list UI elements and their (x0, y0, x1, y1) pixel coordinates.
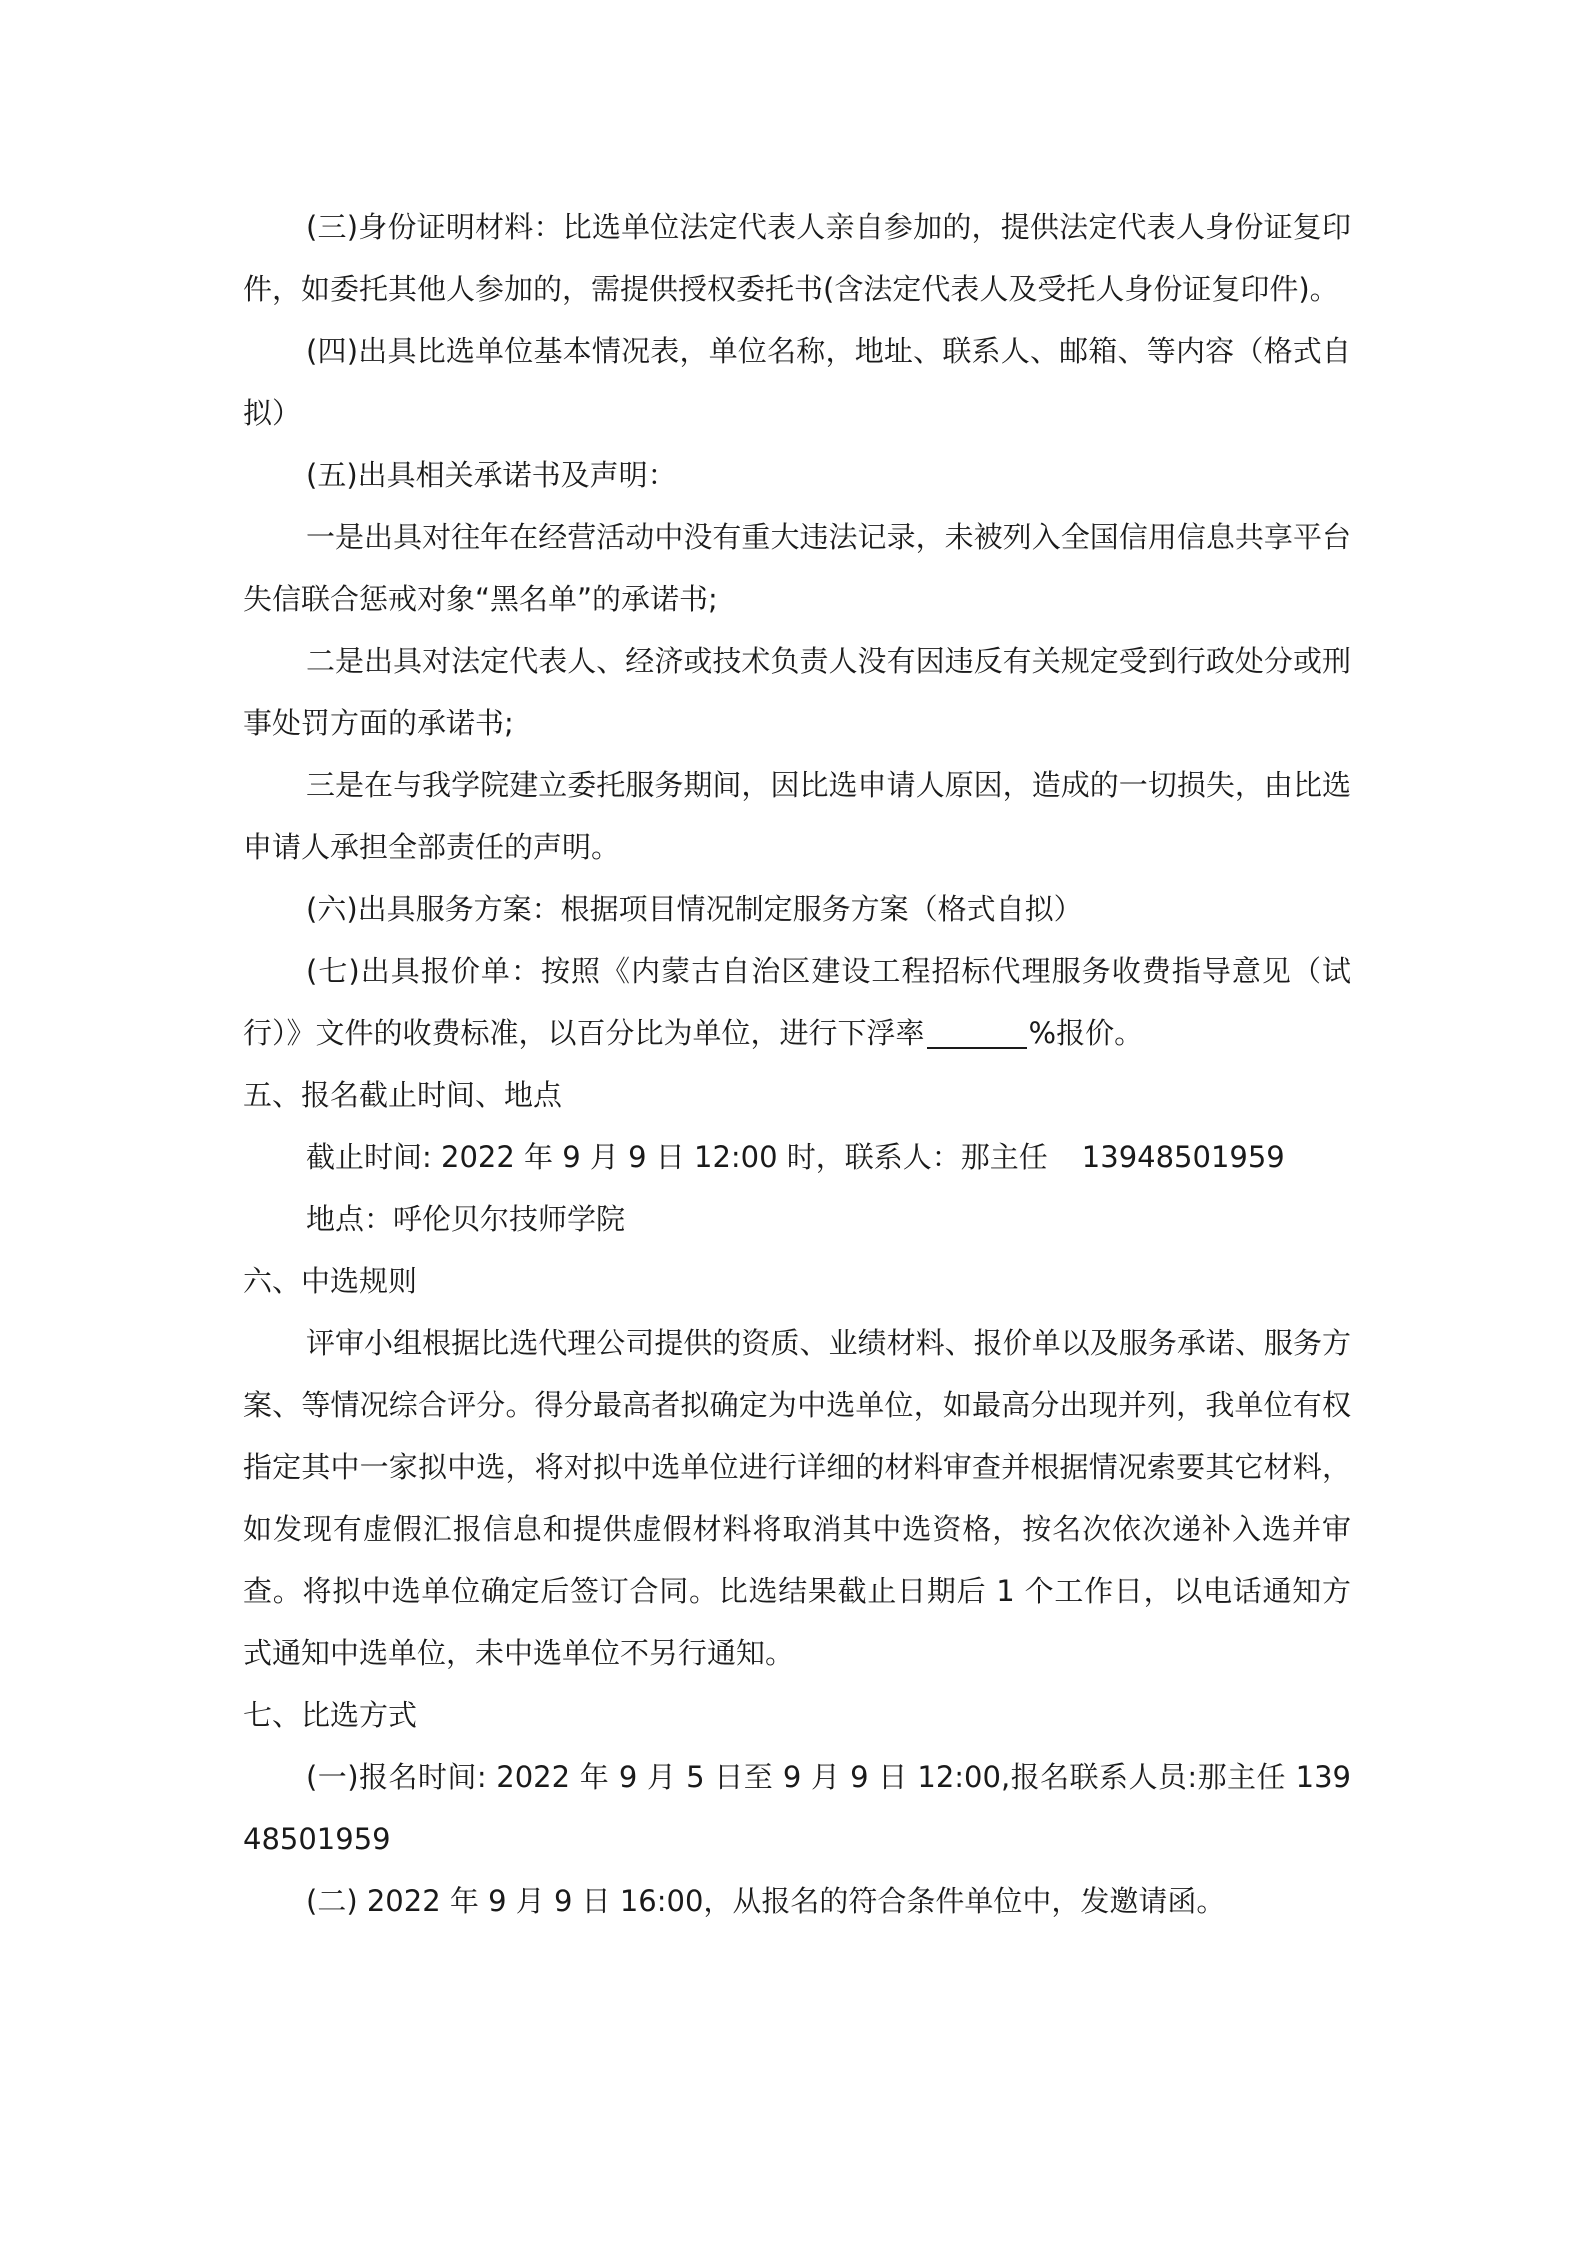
paragraph-commitment-one: 一是出具对往年在经营活动中没有重大违法记录，未被列入全国信用信息共享平台失信联合惩戒对象“黑名单”的承诺书; (243, 520, 1351, 616)
paragraph-commitment-two: 二是出具对法定代表人、经济或技术负责人没有因违反有关规定受到行政处分或刑事处罚方面的承诺书; (243, 644, 1351, 740)
discount-rate-blank (927, 1017, 1027, 1049)
paragraph-service-plan: (六)出具服务方案：根据项目情况制定服务方案（格式自拟） (306, 892, 1083, 926)
quotation-text: (七)出具报价单：按照《内蒙古自治区建设工程招标代理服务收费指导意见（试行）》文件的收费标准，以百分比为单位，进行下浮率 (243, 954, 1351, 1050)
paragraph-deadline (243, 1126, 1351, 1188)
paragraph-quotation (243, 940, 1351, 1064)
paragraph-registration-time: (一)报名时间: 2022 年 9 月 5 日至 9 月 9 日 12:00,报名联系人员:那主任 13948501959 (243, 1760, 1351, 1856)
paragraph-commitment-heading: (五)出具相关承诺书及声明： (306, 458, 677, 492)
contact-phone: 13948501959 (1081, 1140, 1285, 1174)
deadline-text: 截止时间: 2022 年 9 月 9 日 12:00 时，联系人：那主任 (306, 1140, 1048, 1174)
quotation-suffix: %报价。 (1028, 1016, 1144, 1050)
paragraph-commitment-three: 三是在与我学院建立委托服务期间，因比选申请人原因，造成的一切损失，由比选申请人承担全部责任的声明。 (243, 768, 1351, 864)
paragraph-basic-info-form: (四)出具比选单位基本情况表，单位名称，地址、联系人、邮箱、等内容（格式自拟） (243, 334, 1351, 430)
section-heading-deadline: 五、报名截止时间、地点 (243, 1078, 563, 1112)
section-heading-selection-rules: 六、中选规则 (243, 1264, 418, 1298)
paragraph-selection-rules: 评审小组根据比选代理公司提供的资质、业绩材料、报价单以及服务承诺、服务方案、等情况综合评分。得分最高者拟确定为中选单位，如最高分出现并列，我单位有权指定其中一家拟中选，将对拟中选单位进行详细的材料审查并根据情况索要其它材料，如发现有虚假汇报信息和提供虚假材料将取消其中选资格，按名次依次递补入选并审查。将拟中选单位确定后签订合同。比选结果截止日期后 1 个工作日，以电话通知方式通知中选单位，未中选单位不另行通知。 (243, 1326, 1351, 1670)
section-heading-selection-method: 七、比选方式 (243, 1698, 418, 1732)
paragraph-invitation: (二) 2022 年 9 月 9 日 16:00，从报名的符合条件单位中，发邀请函。 (306, 1884, 1226, 1918)
paragraph-identity-materials: (三)身份证明材料：比选单位法定代表人亲自参加的，提供法定代表人身份证复印件，如委托其他人参加的，需提供授权委托书(含法定代表人及受托人身份证复印件)。 (243, 210, 1351, 306)
document-body (243, 196, 1351, 1932)
paragraph-location: 地点：呼伦贝尔技师学院 (306, 1202, 626, 1236)
